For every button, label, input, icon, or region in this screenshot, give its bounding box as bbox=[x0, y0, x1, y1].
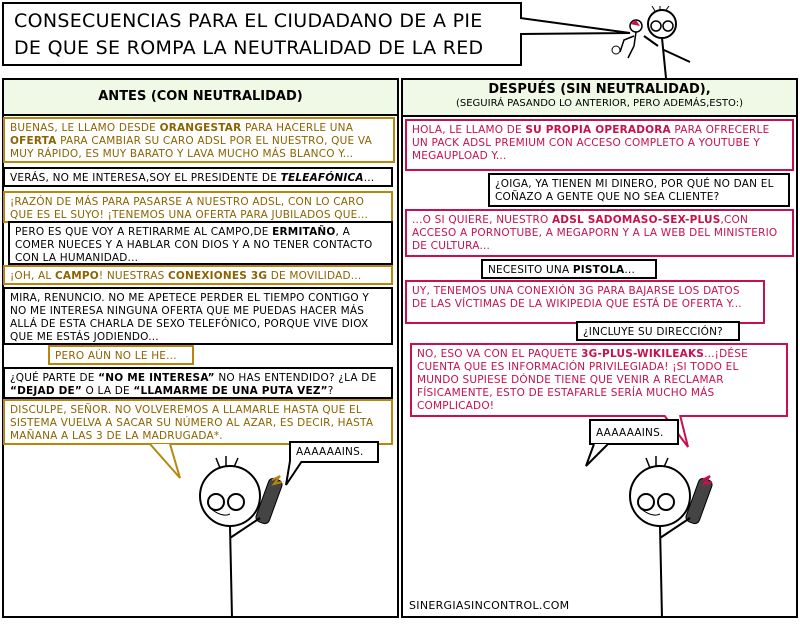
panel-after-heading: DESPUÉS (SIN NEUTRALIDAD), bbox=[488, 82, 711, 97]
bubble-already-client: ¿OIGA, YA TIENEN MI DINERO, POR QUÉ NO DAN EL COÑAZO A GENTE QUE NO SEA CLIENTE? bbox=[488, 173, 790, 207]
bubble-sadomaso-offer: ...O SI QUIERE, NUESTRO ADSL SADOMASO-SEX-PLUS,CON ACCESO A PORNOTUBE, A MEGAPORN Y A LA WEB DEL MINISTERIO DE CULTURA... bbox=[405, 209, 794, 257]
panel-after-heading-box bbox=[403, 80, 796, 117]
bubble-address-question: ¿INCLUYE SU DIRECCIÓN? bbox=[576, 321, 740, 341]
title-line-2: DE QUE SE ROMPA LA NEUTRALIDAD DE LA RED bbox=[14, 37, 484, 59]
bubble-hermit-reply: PERO ES QUE VOY A RETIRARME AL CAMPO,DE ERMITAÑO, A COMER NUECES Y A HABLAR CON DIOS Y A NO TENER CONTACTO CON LA HUMANIDAD... bbox=[8, 221, 393, 265]
site-credit: SINERGIASINCONTROL.COM bbox=[409, 599, 570, 612]
panel-before-heading: ANTES (CON NEUTRALIDAD) bbox=[4, 80, 397, 116]
bubble-wikipedia-3g: UY, TENEMOS UNA CONEXIÓN 3G PARA BAJARSE LOS DATOS DE LAS VÍCTIMAS DE LA WIKIPEDIA QUE ESTÁ DE OFERTA Y... bbox=[405, 280, 765, 324]
bubble-retiree-offer: ¡RAZÓN DE MÁS PARA PASARSE A NUESTRO ADSL, CON LO CARO QUE ES EL SUYO! ¡TENEMOS UNA OFERTA PARA JUBILADOS QUE... bbox=[3, 191, 393, 223]
bubble-operator-offer: BUENAS, LE LLAMO DESDE ORANGESTAR PARA HACERLE UNA OFERTA PARA CAMBIAR SU CARO ADSL POR EL NUESTRO, QUE VA MUY RÁPIDO, ES MUY BARATO Y LAVA MUCHO MÁS BLANCO Y... bbox=[3, 117, 395, 163]
bubble-aaaains-right: AAAAAAINS. bbox=[589, 419, 679, 445]
bubble-apology: DISCULPE, SEÑOR. NO VOLVEREMOS A LLAMARLE HASTA QUE EL SISTEMA VUELVA A SACAR SU NÚMERO AL AZAR, ES DECIR, HASTA MAÑANA A LAS 3 DE LA MADRUGADA*. bbox=[3, 399, 393, 445]
bubble-no-me-interesa: ¿QUÉ PARTE DE “NO ME INTERESA” NO HAS ENTENDIDO? ¿LA DE “DEJAD DE” O LA DE “LLAMARME DE UNA PUTA VEZ”? bbox=[3, 367, 393, 399]
parent-with-child-illustration bbox=[600, 6, 700, 78]
bubble-give-up-rant: MIRA, RENUNCIO. NO ME APETECE PERDER EL TIEMPO CONTIGO Y NO ME INTERESA NINGUNA OFERTA QUE ME PUEDAS HACER MÁS ALLÁ DE ESTA CHARLA DE SEXO TELEFÓNICO, PORQUE VIVE DIOX QUE ME ESTÁS JODIENDO... bbox=[3, 287, 393, 345]
bubble-wikileaks-package: NO, ESO VA CON EL PAQUETE 3G-PLUS-WIKILEAKS...¡DÉSE CUENTA QUE ES INFORMACIÓN PRIVILEGIADA! ¡SI TODO EL MUNDO SUPIESE DÓNDE TIENE QUE VENIR A RECLAMAR FÍSICAMENTE, ESTO DE ESTAFARLE SERÍA MUCHO MÁS COMPLICADO! bbox=[410, 343, 788, 417]
bubble-president-reply: VERÁS, NO ME INTERESA,SOY EL PRESIDENTE DE TELEAFÓNICA... bbox=[3, 167, 393, 187]
man-on-phone-left bbox=[170, 448, 310, 618]
panel-after-subheading: (SEGUIRÁ PASANDO LO ANTERIOR, PERO ADEMÁS,ESTO:) bbox=[455, 98, 743, 109]
bubble-aaaains-left: AAAAAAINS. bbox=[289, 441, 379, 463]
man-on-phone-right bbox=[600, 448, 740, 618]
bubble-own-operator-offer: HOLA, LE LLAMO DE SU PROPIA OPERADORA PARA OFRECERLE UN PACK ADSL PREMIUM CON ACCESO COMPLETO A YOUTUBE Y MEGAUPLOAD Y... bbox=[405, 119, 794, 171]
bubble-3g-offer: ¡OH, AL CAMPO! NUESTRAS CONEXIONES 3G DE MOVILIDAD... bbox=[3, 265, 393, 285]
comic-title-box bbox=[2, 2, 522, 66]
title-line-1: CONSECUENCIAS PARA EL CIUDADANO DE A PIE bbox=[14, 10, 483, 32]
bubble-need-gun: NECESITO UNA PISTOLA... bbox=[481, 259, 657, 279]
bubble-interrupted: PERO AÚN NO LE HE... bbox=[48, 345, 194, 365]
